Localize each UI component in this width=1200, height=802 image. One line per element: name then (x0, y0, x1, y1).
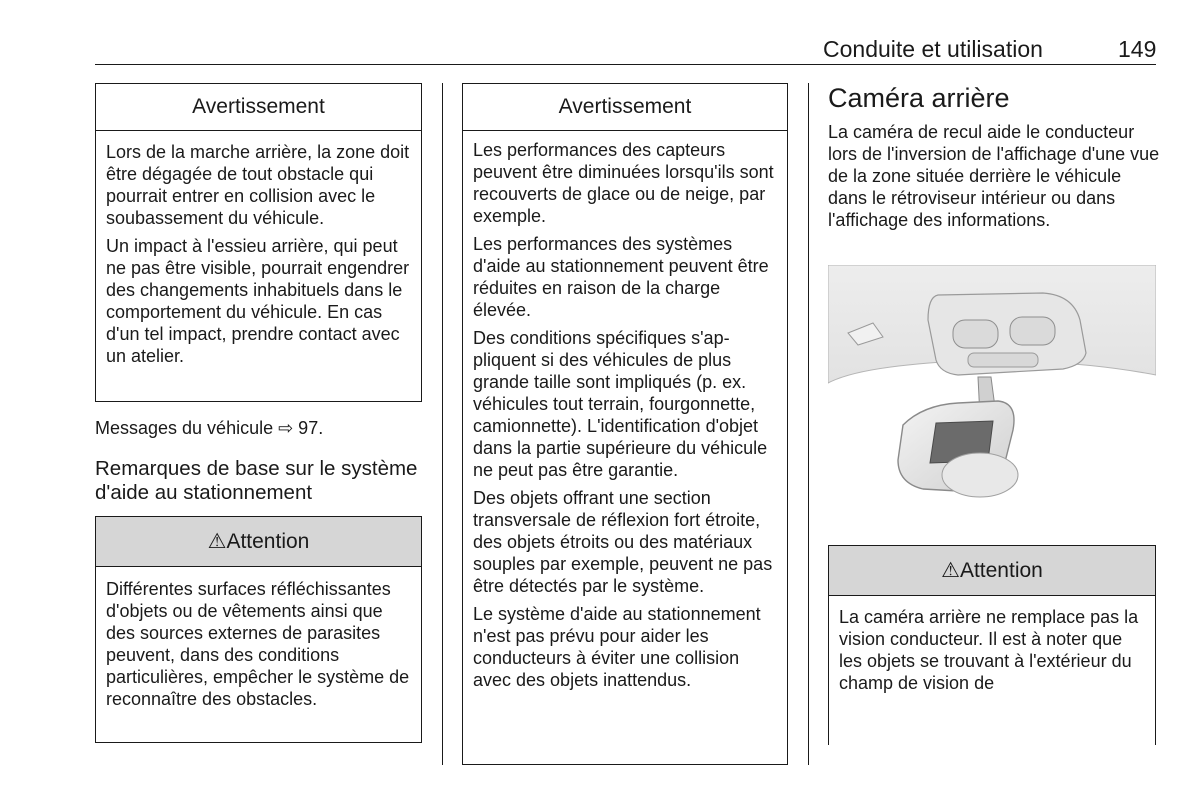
attention-box-sensors (95, 516, 422, 743)
page-number: 149 (1118, 36, 1157, 62)
section-heading: Remarques de base sur le système d'aide au stationnement (95, 457, 418, 504)
warning-box-reversing (95, 83, 422, 402)
chapter-title: Conduite et utilisation (823, 36, 1043, 62)
warning-triangle-icon: ⚠ (207, 530, 227, 553)
warning-paragraph: Les performances des systèmes d'aide au stationnement peuvent être réduites en raison de la charge élevée. (473, 234, 769, 320)
attention-title: Attention (959, 558, 1043, 582)
warning-paragraph: Des conditions spécifiques s'appliquent si des véhicules de plus grande taille sont impliqués (p. ex. véhicules tout terrain, fourgonnette, camionnette). L'identification d'objet dans la partie supérieure du véhicule ne peut pas être garantie. (473, 328, 768, 480)
warning-paragraph: Lors de la marche arrière, la zone doit être dégagée de tout obstacle qui pourrait entrer en collision avec le soubassement du véhicule. (106, 142, 410, 228)
attention-header (96, 517, 421, 567)
attention-text: La caméra arrière ne remplace pas la vision conducteur. Il est à noter que les objets se trouvant à l'extérieur du champ de vision de (839, 607, 1139, 693)
attention-text: Différentes surfaces réfléchissantes d'objets ou de vêtements ainsi que des sources externes de parasites peuvent, dans des conditions particulières, empêcher le système de reconnaître des obstacles. (106, 579, 410, 709)
attention-body (96, 567, 421, 710)
header-rule (95, 64, 1156, 65)
column-divider-left (442, 83, 443, 765)
rearview-mirror-icon (828, 265, 1156, 528)
warning-body (463, 131, 787, 691)
attention-body (829, 596, 1155, 694)
column-divider-right (808, 83, 809, 765)
attention-box-camera (828, 545, 1156, 745)
camera-heading: Caméra arrière (828, 83, 1010, 113)
warning-paragraph: Les performances des capteurs peuvent être diminuées lorsqu'ils sont recouverts de glace ou de neige, par exemple. (473, 140, 774, 226)
camera-intro: La caméra de recul aide le conducteur lors de l'inversion de l'affichage d'une vue de la zone située derrière le véhicule dans le rétroviseur intérieur ou dans l'affichage des informations. (828, 122, 1160, 230)
warning-title: Avertissement (96, 84, 421, 131)
warning-paragraph: Le système d'aide au stationnement n'est pas prévu pour aider les conducteurs à éviter une collision avec des objets inattendus. (473, 604, 761, 690)
warning-title: Avertissement (463, 84, 787, 131)
warning-paragraph: Un impact à l'essieu arrière, qui peut ne pas être visible, pourrait engendrer des changements inhabituels dans le comportement du véhicule. En cas d'un tel impact, prendre contact avec un atelier. (106, 236, 410, 366)
warning-box-performance (462, 83, 788, 765)
attention-title: Attention (226, 529, 310, 553)
warning-triangle-icon: ⚠ (941, 559, 960, 582)
warning-paragraph: Des objets offrant une section transversale de réflexion fort étroite, des objets étroits ou des matériaux souples par exemple, peuvent ne pas être détectés par le système. (473, 488, 773, 596)
warning-body (96, 131, 421, 367)
cross-reference: Messages du véhicule ⇨ 97. (95, 418, 324, 438)
rearview-mirror-camera-illustration (828, 265, 1156, 528)
attention-header (829, 546, 1155, 596)
